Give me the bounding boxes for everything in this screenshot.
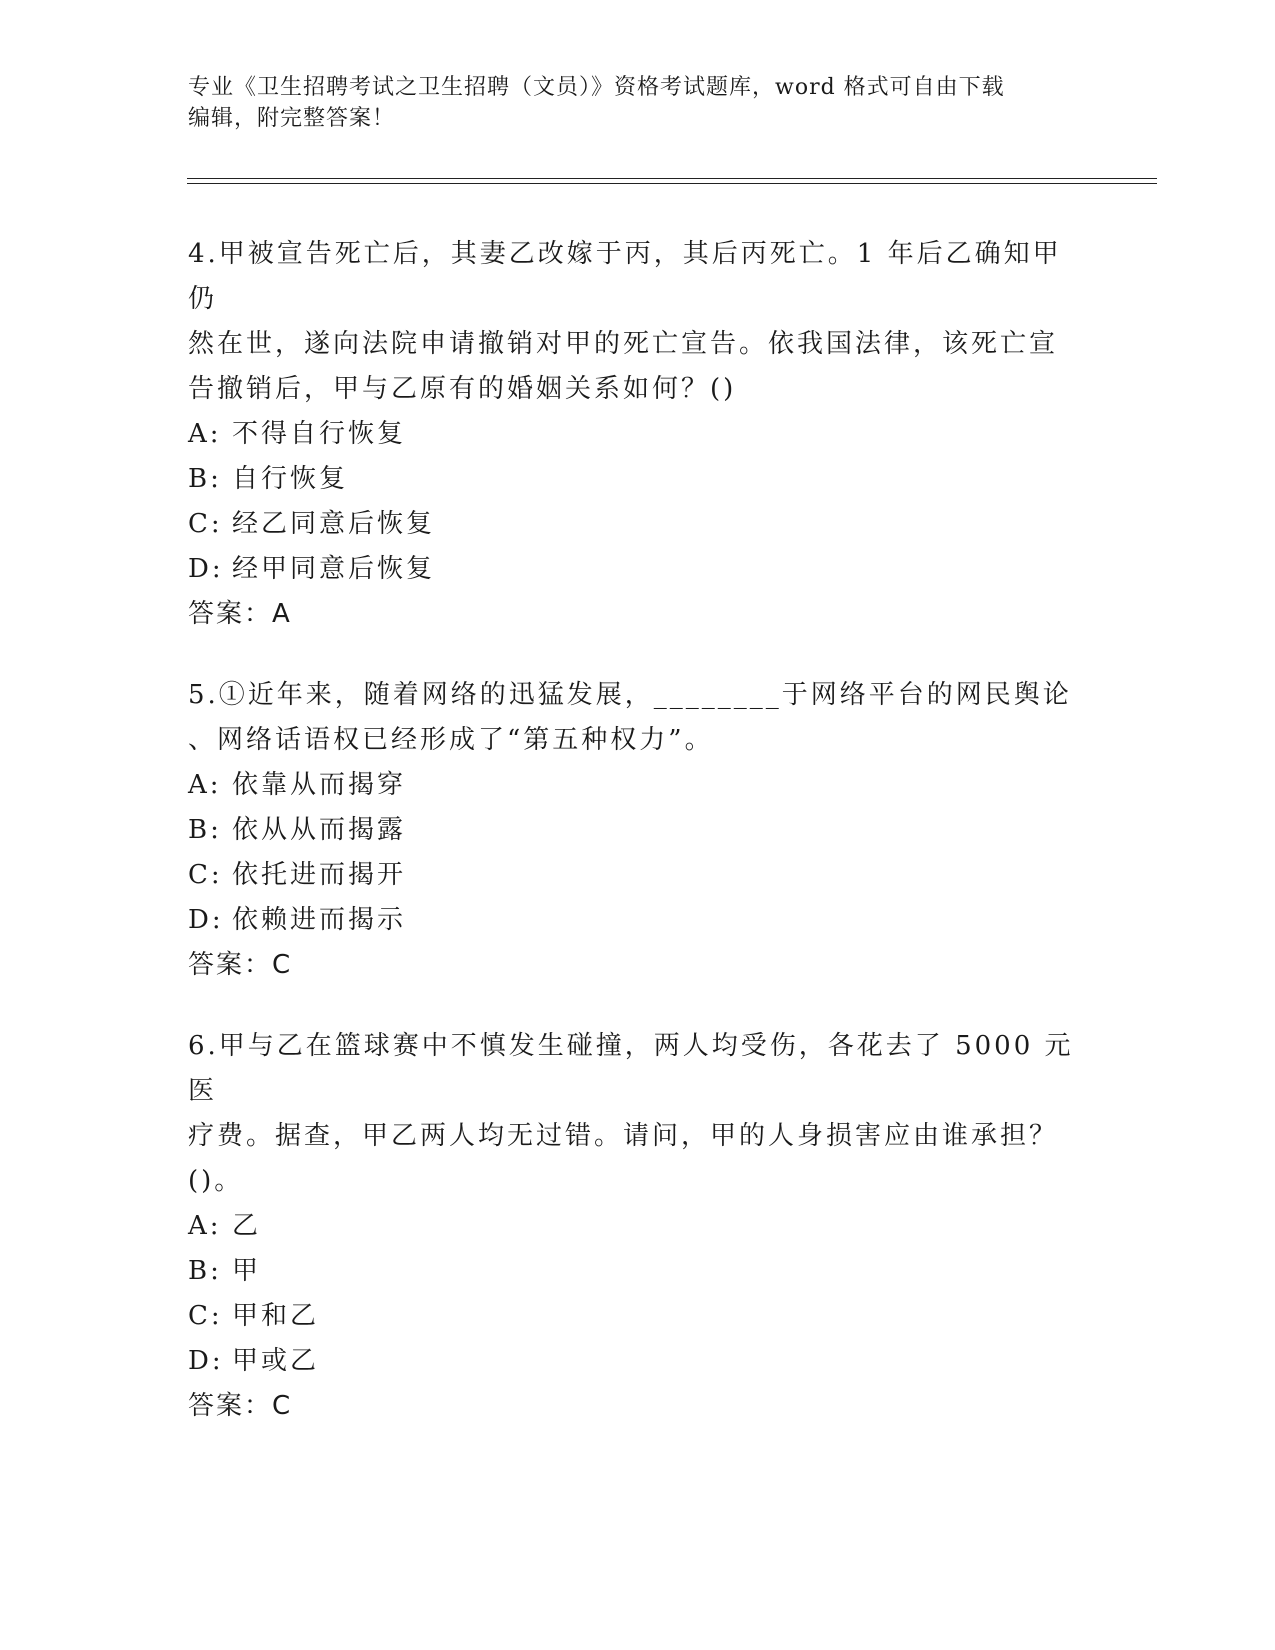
option-key: D: [188,1346,224,1376]
question-list [188,232,1088,1465]
option-b [188,1249,1088,1294]
stem-line: 6.甲与乙在篮球赛中不慎发生碰撞，两人均受伤，各花去了 5000 元医 [188,1031,1074,1106]
question-stem [188,232,1088,412]
stem-line: 4.甲被宣告死亡后，其妻乙改嫁于丙，其后丙死亡。1 年后乙确知甲仍 [188,239,1062,314]
option-key: B: [188,1256,222,1286]
option-text: 自行恢复 [232,464,349,494]
option-text: 经甲同意后恢复 [232,554,436,584]
option-key: A: [188,770,222,800]
option-key: C: [188,860,223,890]
option-key: A: [188,419,222,449]
option-d [188,547,1088,592]
option-c [188,502,1088,547]
option-a [188,1204,1088,1249]
question-5 [188,673,1088,988]
stem-line: 5.①近年来，随着网络的迅猛发展，________于网络平台的网民舆论 [188,680,1072,710]
question-stem [188,673,1088,763]
option-key: D: [188,554,224,584]
option-key: B: [188,815,222,845]
stem-line: 然在世，遂向法院申请撤销对甲的死亡宣告。依我国法律，该死亡宣 [188,329,1059,359]
question-stem [188,1024,1088,1204]
option-c [188,853,1088,898]
stem-line: 告撤销后，甲与乙原有的婚姻关系如何？() [188,374,737,404]
option-key: C: [188,509,223,539]
option-d [188,1339,1088,1384]
document-header [188,72,1088,134]
option-key: B: [188,464,222,494]
option-a [188,763,1088,808]
question-6 [188,1024,1088,1429]
stem-line: 、网络话语权已经形成了“第五种权力”。 [188,725,714,755]
option-key: D: [188,905,224,935]
option-text: 依托进而揭开 [232,860,407,890]
option-d [188,898,1088,943]
answer-line: 答案：A [188,599,292,629]
option-text: 依从从而揭露 [232,815,407,845]
option-text: 依赖进而揭示 [232,905,407,935]
stem-line: ()。 [188,1166,244,1196]
stem-line: 疗费。据查，甲乙两人均无过错。请问，甲的人身损害应由谁承担？ [188,1121,1059,1151]
question-4 [188,232,1088,637]
option-b [188,457,1088,502]
option-a [188,412,1088,457]
option-text: 经乙同意后恢复 [232,509,436,539]
header-line-2: 编辑，附完整答案！ [188,106,396,131]
option-text: 乙 [232,1211,262,1241]
option-text: 甲或乙 [232,1346,320,1376]
header-divider [187,178,1157,184]
option-text: 甲和乙 [232,1301,320,1331]
option-text: 甲 [232,1256,262,1286]
answer-line: 答案：C [188,950,293,980]
option-text: 不得自行恢复 [232,419,407,449]
option-text: 依靠从而揭穿 [232,770,407,800]
answer-line: 答案：C [188,1391,293,1421]
option-key: A: [188,1211,222,1241]
header-line-1: 专业《卫生招聘考试之卫生招聘（文员）》资格考试题库，word 格式可自由下载 [188,75,1005,100]
option-c [188,1294,1088,1339]
option-b [188,808,1088,853]
option-key: C: [188,1301,223,1331]
